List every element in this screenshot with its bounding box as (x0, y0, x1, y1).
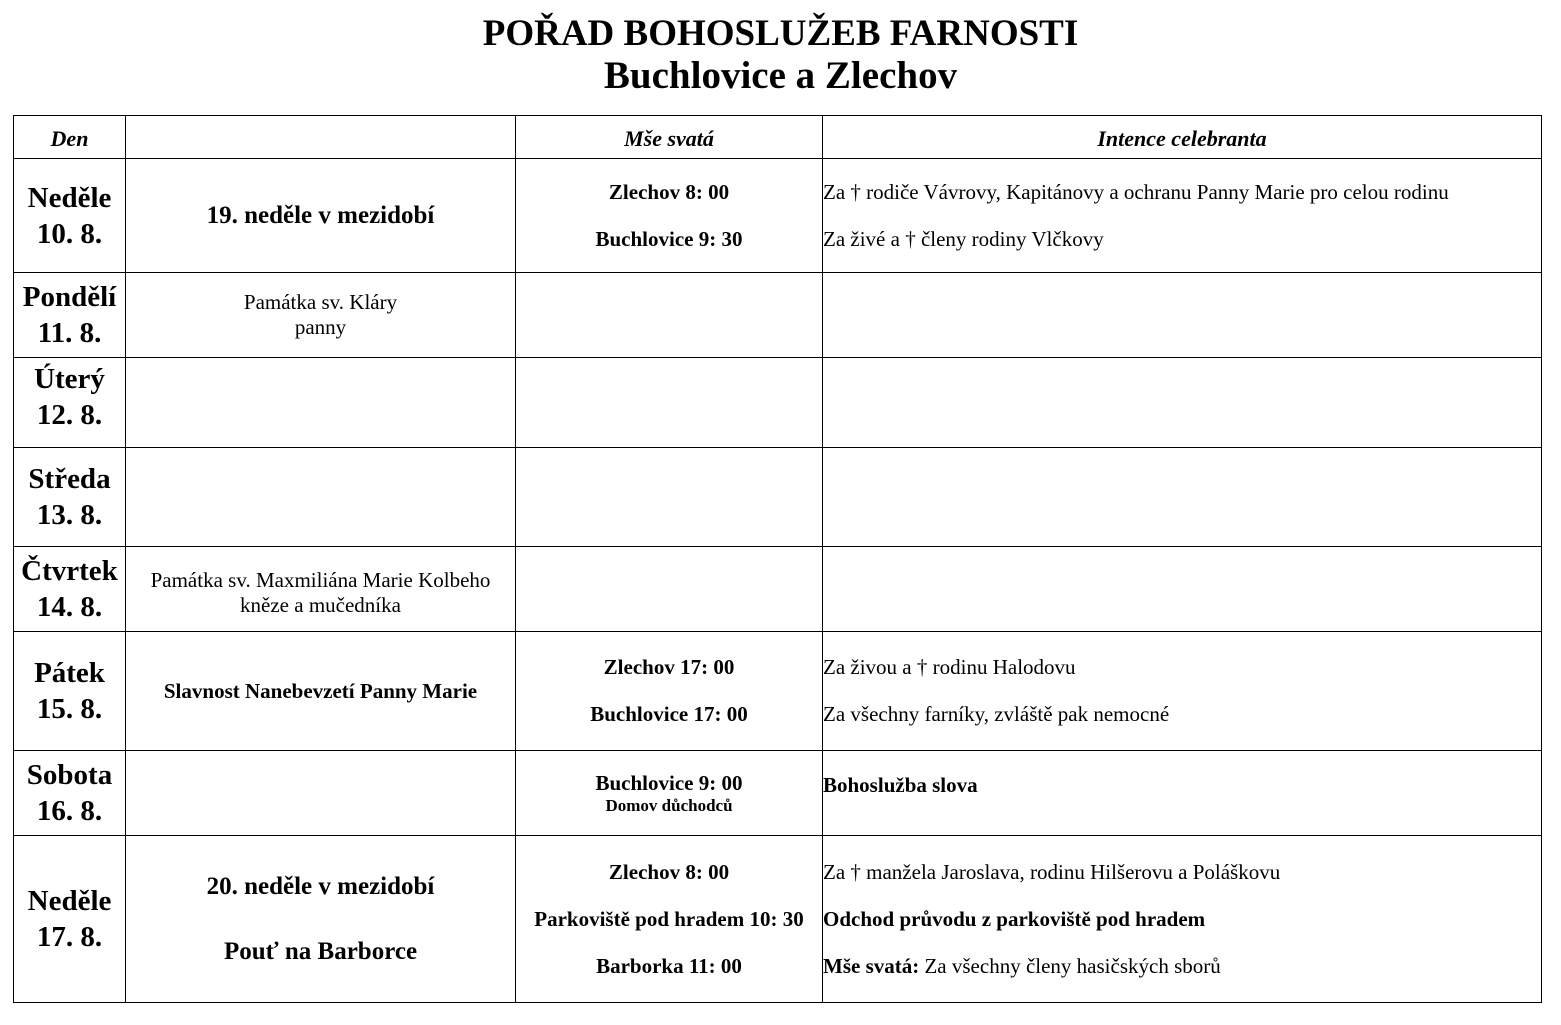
mass-cell (516, 273, 823, 358)
intent-text: Za živou a † rodinu Halodovu (823, 655, 1076, 679)
intent-cell (823, 273, 1542, 358)
feast-cell: 19. neděle v mezidobí (126, 159, 516, 273)
feast-cell: Památka sv. Kláry panny (126, 273, 516, 358)
day-date: 17. 8. (36, 921, 103, 953)
table-row (14, 632, 1542, 751)
day-date: 13. 8. (36, 499, 103, 531)
intent-text: Za † rodiče Vávrovy, Kapitánovy a ochranu Panny Marie pro celou rodinu (823, 179, 1449, 204)
feast-cell: 20. neděle v mezidobí Pouť na Barborce (126, 836, 516, 1003)
table-row (14, 358, 1542, 448)
day-date: 12. 8. (36, 399, 103, 431)
day-name: Čtvrtek (21, 555, 118, 587)
day-cell (14, 547, 126, 632)
intent-text: Mše svatá: Za všechny členy hasičských sborů (823, 953, 1221, 978)
header-mass: Mše svatá (516, 116, 823, 159)
mass-cell (516, 448, 823, 547)
mass-cell (516, 632, 823, 751)
day-cell (14, 751, 126, 836)
intent-text: Bohoslužba slova (823, 773, 978, 797)
day-date: 10. 8. (36, 217, 103, 250)
feast-cell (126, 358, 516, 448)
day-name: Neděle (27, 181, 112, 214)
table-row (14, 836, 1542, 1003)
intent-cell (823, 159, 1542, 273)
mass-time: Parkoviště pod hradem 10: 30 (534, 906, 804, 931)
mass-time: Buchlovice 17: 00 (590, 702, 748, 726)
day-name: Středa (28, 463, 111, 495)
feast-cell (126, 448, 516, 547)
day-cell (14, 448, 126, 547)
intent-cell (823, 751, 1542, 836)
mass-cell (516, 159, 823, 273)
header-feast (126, 116, 516, 159)
mass-note: Domov důchodců (605, 795, 733, 815)
mass-cell (516, 358, 823, 448)
table-row (14, 273, 1542, 358)
day-cell (14, 159, 126, 273)
mass-time: Zlechov 17: 00 (603, 655, 735, 679)
page-subtitle: Buchlovice a Zlechov (603, 54, 958, 97)
day-date: 14. 8. (36, 591, 103, 623)
table-row (14, 159, 1542, 273)
feast-cell: Památka sv. Maxmiliána Marie Kolbeho kněze a mučedníka (126, 547, 516, 632)
intent-cell (823, 836, 1542, 1003)
header-day: Den (14, 116, 126, 159)
day-cell (14, 632, 126, 751)
intent-cell (823, 632, 1542, 751)
intent-cell (823, 448, 1542, 547)
intent-text: Za † manžela Jaroslava, rodinu Hilšerovu a Poláškovu (823, 859, 1281, 884)
day-cell (14, 273, 126, 358)
day-date: 11. 8. (37, 317, 102, 349)
mass-cell (516, 836, 823, 1003)
day-name: Úterý (34, 363, 105, 395)
day-name: Sobota (26, 759, 113, 791)
page-title: POŘAD BOHOSLUŽEB FARNOSTI (482, 13, 1079, 54)
day-name: Pondělí (22, 281, 117, 313)
mass-time: Zlechov 8: 00 (608, 179, 730, 204)
feast-cell (126, 751, 516, 836)
schedule-table (13, 115, 1542, 1003)
intent-cell (823, 547, 1542, 632)
day-cell (14, 836, 126, 1003)
table-row (14, 448, 1542, 547)
mass-time: Buchlovice 9: 00 (595, 770, 743, 795)
mass-cell (516, 751, 823, 836)
mass-time: Zlechov 8: 00 (608, 859, 730, 884)
day-date: 16. 8. (36, 795, 103, 827)
header-row (14, 116, 1542, 159)
mass-time: Buchlovice 9: 30 (595, 226, 743, 251)
day-name: Pátek (34, 657, 105, 689)
intent-text: Odchod průvodu z parkoviště pod hradem (823, 906, 1206, 931)
intent-text: Za živé a † členy rodiny Vlčkovy (823, 226, 1104, 251)
day-date: 15. 8. (36, 693, 103, 725)
intent-cell (823, 358, 1542, 448)
mass-time: Barborka 11: 00 (596, 953, 742, 978)
table-row (14, 751, 1542, 836)
intent-text: Za všechny farníky, zvláště pak nemocné (823, 702, 1170, 726)
day-cell (14, 358, 126, 448)
feast-cell: Slavnost Nanebevzetí Panny Marie (126, 632, 516, 751)
mass-cell (516, 547, 823, 632)
day-name: Neděle (27, 885, 112, 917)
table-row (14, 547, 1542, 632)
header-intent: Intence celebranta (823, 116, 1542, 159)
